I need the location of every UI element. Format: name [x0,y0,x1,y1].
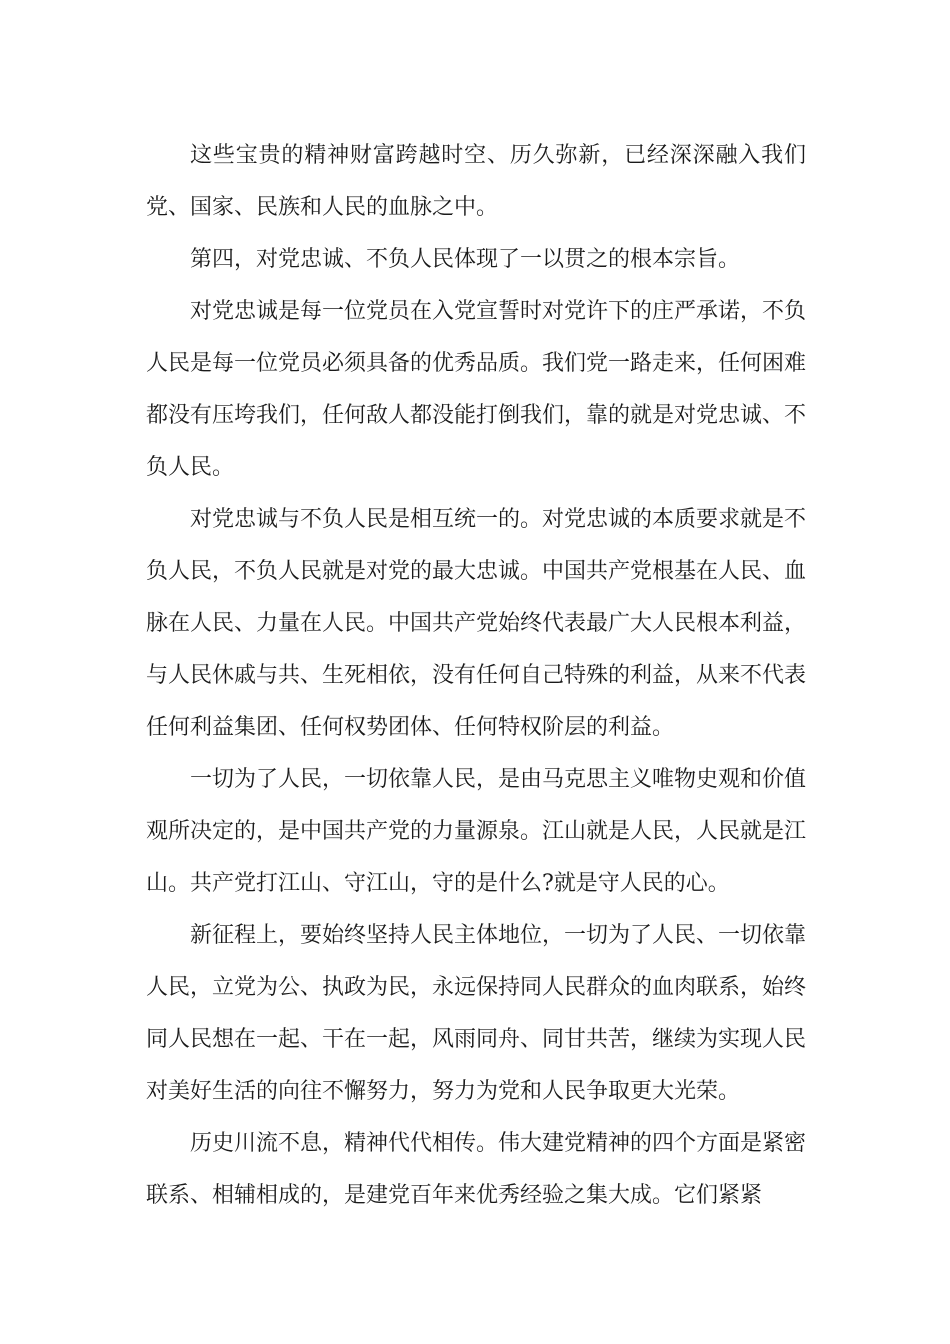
paragraph-1: 这些宝贵的精神财富跨越时空、历久弥新，已经深深融入我们党、国家、民族和人民的血脉之中。 [146,143,806,220]
paragraph-7: 历史川流不息，精神代代相传。伟大建党精神的四个方面是紧密联系、相辅相成的，是建党百年来优秀经验之集大成。它们紧紧 [146,1131,807,1208]
paragraph-2: 第四，对党忠诚、不负人民体现了一以贯之的根本宗旨。 [190,247,741,272]
paragraph-5: 一切为了人民，一切依靠人民，是由马克思主义唯物史观和价值观所决定的，是中国共产党的力量源泉。江山就是人民，人民就是江山。共产党打江山、守江山，守的是什么?就是守人民的心。 [146,767,807,896]
document-body [146,130,806,1222]
paragraph-6: 新征程上，要始终坚持人民主体地位，一切为了人民、一切依靠人民，立党为公、执政为民，永远保持同人民群众的血肉联系，始终同人民想在一起、干在一起，风雨同舟、同甘共苦，继续为实现人民对美好生活的向往不懈努力，努力为党和人民争取更大光荣。 [146,923,807,1104]
paragraph-3: 对党忠诚是每一位党员在入党宣誓时对党许下的庄严承诺，不负人民是每一位党员必须具备的优秀品质。我们党一路走来，任何困难都没有压垮我们，任何敌人都没能打倒我们，靠的就是对党忠诚、不负人民。 [146,299,807,480]
paragraph-4: 对党忠诚与不负人民是相互统一的。对党忠诚的本质要求就是不负人民，不负人民就是对党的最大忠诚。中国共产党根基在人民、血脉在人民、力量在人民。中国共产党始终代表最广大人民根本利益，与人民休戚与共、生死相依，没有任何自己特殊的利益，从来不代表任何利益集团、任何权势团体、任何特权阶层的利益。 [146,507,807,740]
